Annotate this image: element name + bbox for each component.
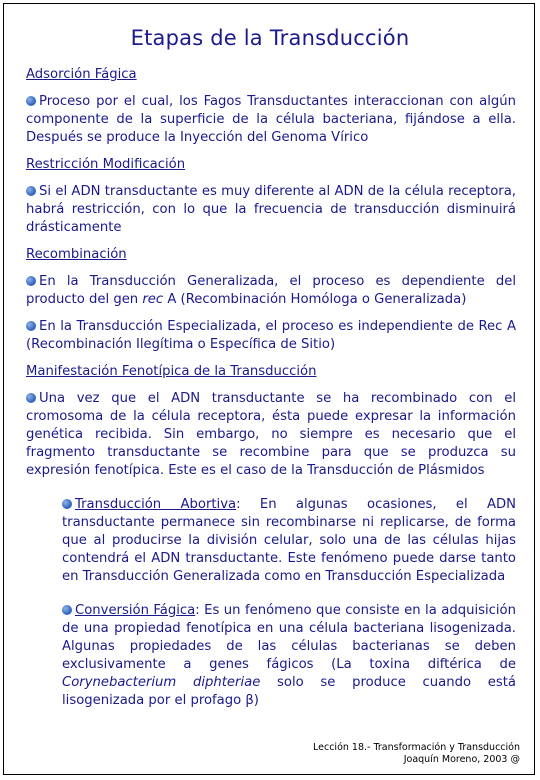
abortiva-label: Transducción Abortiva xyxy=(75,497,237,512)
manifestacion-text: Una vez que el ADN transductante se ha recombinado con el cromosoma de la célula receptora, ésta puede expresar la información genética recibida. Sin embargo, no siempre es necesario que el fragmento transductante se recombine para que se produzca su expresión fenotípica. Este es el caso de la Transducción de Plásmidos xyxy=(26,391,516,478)
adsorcion-text: Proceso por el cual, los Fagos Transductantes interaccionan con algún componente de la superficie de la célula bacteriana, fijándose a ella. Después se produce la Inyección del Genoma Vírico xyxy=(26,94,516,145)
slide-frame xyxy=(3,3,535,775)
blue-sphere-bullet-icon xyxy=(26,276,36,286)
abortiva-text: : En algunas ocasiones, el ADN transductante permanece sin recombinarse ni replicarse, de forma que al producirse la división celular, solo una de las células hijas contendrá el ADN transductante. Este fenómeno puede darse tanto en Transducción Generalizada como en Transducción Especializada xyxy=(62,497,517,584)
blue-sphere-bullet-icon xyxy=(26,321,36,331)
paragraph-recombinacion-generalizada xyxy=(26,273,516,309)
paragraph-restriccion xyxy=(26,183,516,237)
blue-sphere-bullet-icon xyxy=(26,96,36,106)
blue-sphere-bullet-icon xyxy=(62,499,72,509)
paragraph-recombinacion-especializada xyxy=(26,318,516,354)
heading-restriccion: Restricción Modificación xyxy=(26,157,186,172)
slide-content xyxy=(26,66,516,726)
gene-name: rec xyxy=(142,292,164,307)
blue-sphere-bullet-icon xyxy=(26,393,36,403)
paragraph-conversion-fagica xyxy=(62,602,516,710)
page-title: Etapas de la Transducción xyxy=(130,26,410,50)
blue-sphere-bullet-icon xyxy=(62,605,72,615)
footer xyxy=(313,742,520,766)
species-name: Corynebacterium diphteriae xyxy=(62,675,261,690)
conversion-text-end: solo se produce cuando está lisogenizada por el profago β) xyxy=(62,675,516,708)
recombinacion-p1-start: En la Transducción Generalizada, el proceso es dependiente del producto del gen xyxy=(26,274,516,307)
restriccion-text: Si el ADN transductante es muy diferente al ADN de la célula receptora, habrá restricción, con lo que la frecuencia de transducción disminuirá drásticamente xyxy=(26,184,516,235)
paragraph-manifestacion xyxy=(26,390,516,480)
recombinacion-p1-end: A (Recombinación Homóloga o Generalizada) xyxy=(163,292,467,307)
blue-sphere-bullet-icon xyxy=(26,186,36,196)
heading-manifestacion: Manifestación Fenotípica de la Transducción xyxy=(26,364,317,379)
heading-recombinacion: Recombinación xyxy=(26,247,127,262)
recombinacion-p2: En la Transducción Especializada, el proceso es independiente de Rec A (Recombinación Ilegítima o Específica de Sitio) xyxy=(26,319,516,352)
footer-lesson: Lección 18.- Transformación y Transducción xyxy=(313,742,520,753)
conversion-text-start: : Es un fenómeno que consiste en la adquisición de una propiedad fenotípica en una célula bacteriana lisogenizada. Algunas propiedades de las células bacterianas se deben exclusivamente a genes fágicos (La toxina diftérica de xyxy=(62,603,516,672)
conversion-label: Conversión Fágica xyxy=(75,603,196,618)
paragraph-adsorcion xyxy=(26,93,516,147)
paragraph-transduccion-abortiva xyxy=(62,496,516,586)
heading-adsorcion: Adsorción Fágica xyxy=(26,67,137,82)
footer-author: Joaquín Moreno, 2003 @ xyxy=(403,754,520,765)
